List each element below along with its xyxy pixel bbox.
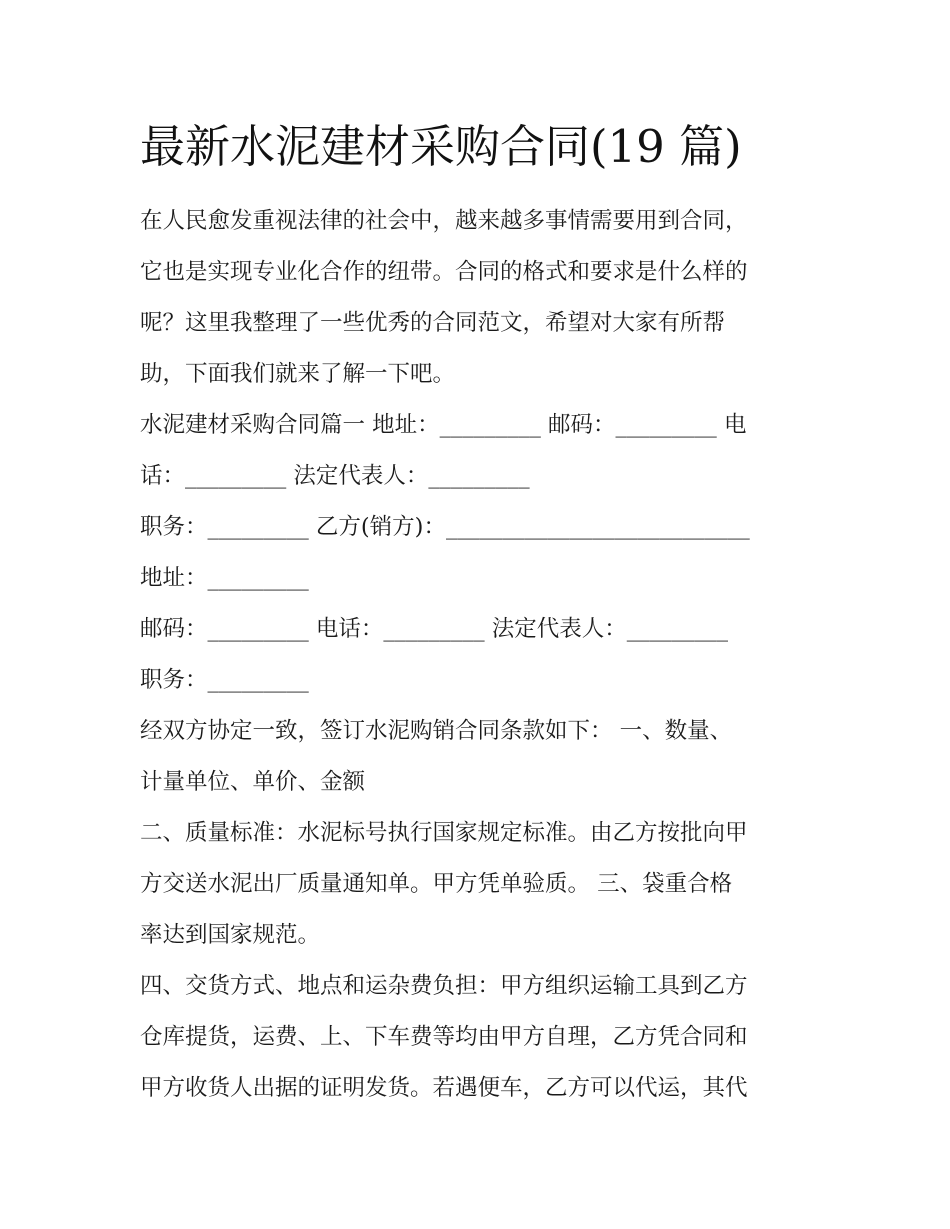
body-line: 职务：_________ <box>140 667 309 693</box>
body-line: 水泥建材采购合同篇一 地址：_________ 邮码：_________ 电 <box>140 412 747 438</box>
body-line: 助，下面我们就来了解一下吧。 <box>140 361 456 387</box>
body-line: 计量单位、单价、金额 <box>140 769 366 795</box>
body-line: 率达到国家规范。 <box>140 922 321 948</box>
document-title: 最新水泥建材采购合同(19 篇) <box>140 120 742 173</box>
body-line: 邮码：_________ 电话：_________ 法定代表人：_________ <box>140 616 729 642</box>
body-line: 甲方收货人出据的证明发货。若遇便车，乙方可以代运，其代 <box>140 1075 748 1101</box>
body-line: 地址：_________ <box>140 565 309 591</box>
body-line: 话：_________ 法定代表人：_________ <box>140 463 530 489</box>
document-body <box>140 196 830 1114</box>
body-line: 仓库提货，运费、上、下车费等均由甲方自理，乙方凭合同和 <box>140 1024 748 1050</box>
body-line: 它也是实现专业化合作的纽带。合同的格式和要求是什么样的 <box>140 259 748 285</box>
body-line: 二、质量标准：水泥标号执行国家规定标准。由乙方按批向甲 <box>140 820 748 846</box>
body-line: 经双方协定一致，签订水泥购销合同条款如下： 一、数量、 <box>140 718 733 744</box>
body-line: 方交送水泥出厂质量通知单。甲方凭单验质。 三、袋重合格 <box>140 871 733 897</box>
body-line: 四、交货方式、地点和运杂费负担：甲方组织运输工具到乙方 <box>140 973 748 999</box>
body-line: 呢？这里我整理了一些优秀的合同范文，希望对大家有所帮 <box>140 310 726 336</box>
body-line: 职务：_________ 乙方(销方)：___________________________ <box>140 514 750 540</box>
body-line: 在人民愈发重视法律的社会中，越来越多事情需要用到合同， <box>140 208 748 234</box>
